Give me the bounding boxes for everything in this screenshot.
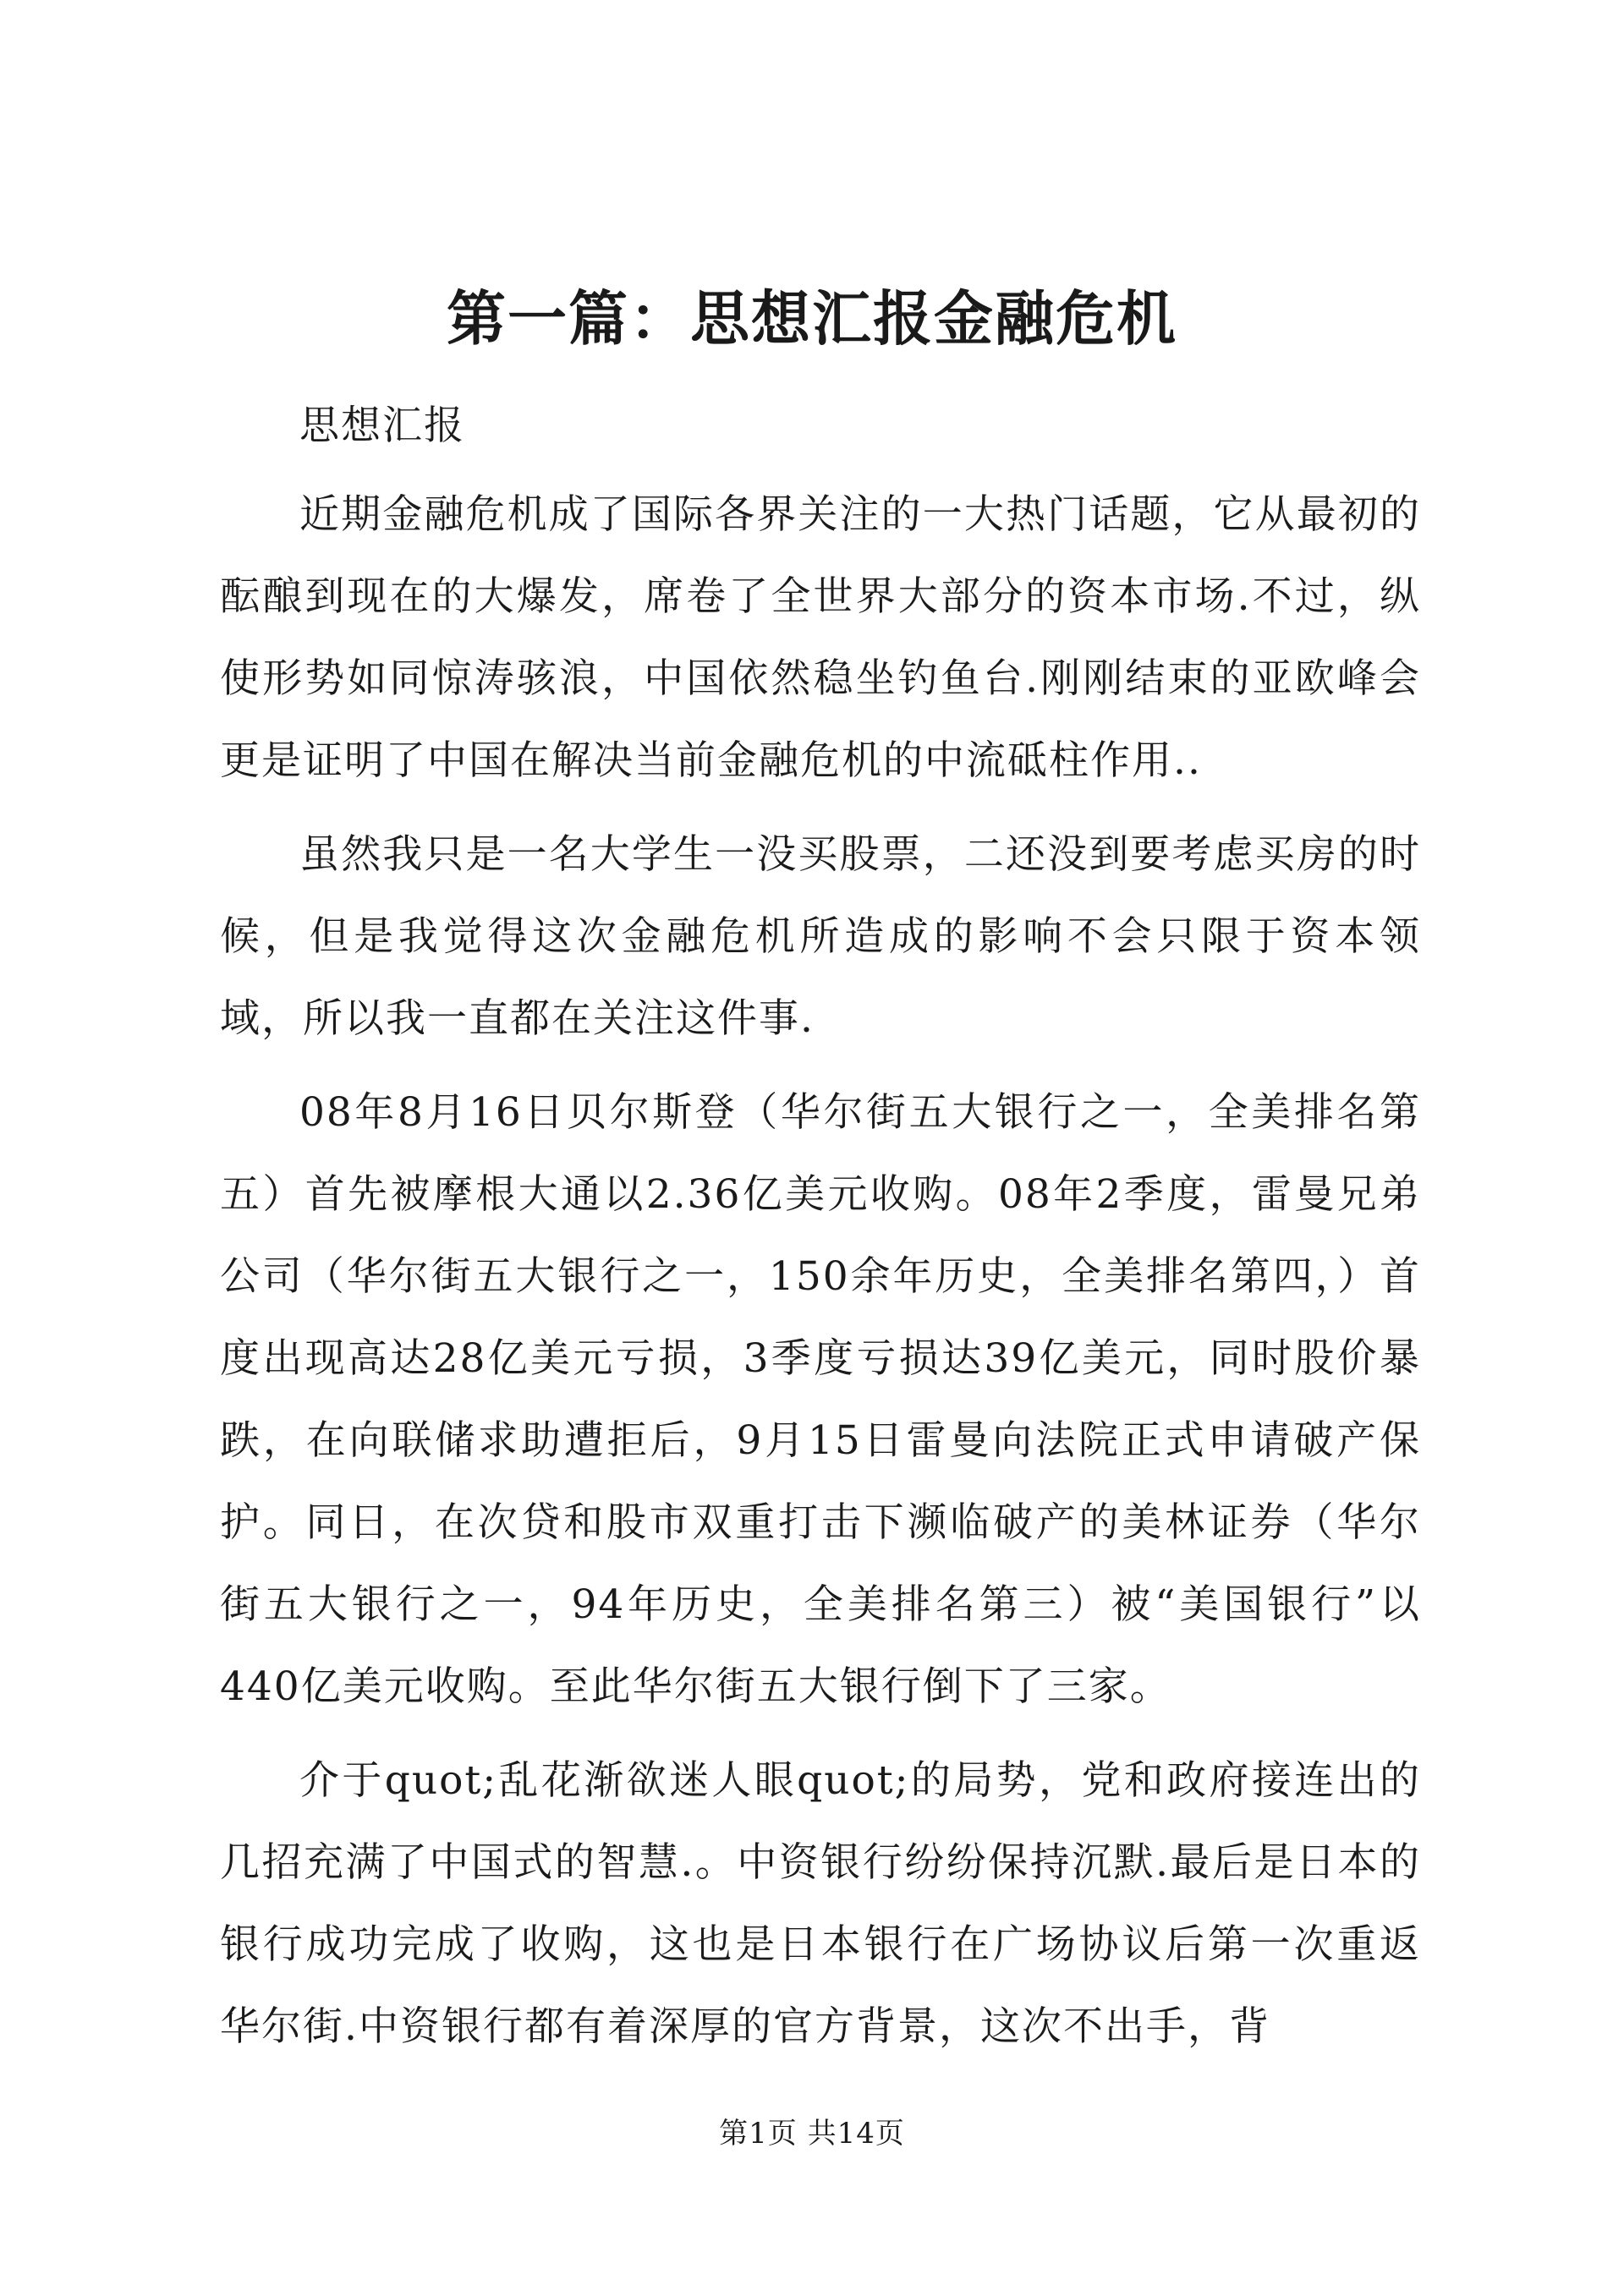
page-number-footer: 第1页 共14页	[719, 2117, 905, 2151]
paragraph-1: 近期金融危机成了国际各界关注的一大热门话题，它从最初的酝酿到现在的大爆发，席卷了全世界大部分的资本市场.不过，纵使形势如同惊涛骇浪，中国依然稳坐钓鱼台.刚刚结束的亚欧峰会更是证明了中国在解决当前金融危机的中流砥柱作用..	[220, 491, 1421, 784]
document-title: 第一篇：思想汇报金融危机	[447, 283, 1177, 353]
paragraph-4: 介于quot;乱花渐欲迷人眼quot;的局势，党和政府接连出的几招充满了中国式的智慧.。中资银行纷纷保持沉默.最后是日本的银行成功完成了收购，这也是日本银行在广场协议后第一次重返华尔街.中资银行都有着深厚的官方背景，这次不出手，背	[220, 1757, 1421, 2050]
document-body	[220, 385, 1421, 2080]
paragraph-3: 08年8月16日贝尔斯登（华尔街五大银行之一，全美排名第五）首先被摩根大通以2.36亿美元收购。08年2季度，雷曼兄弟公司（华尔街五大银行之一，150余年历史，全美排名第四，）首度出现高达28亿美元亏损，3季度亏损达39亿美元，同时股价暴跌，在向联储求助遭拒后，9月15日雷曼向法院正式申请破产保护。同日，在次贷和股市双重打击下濒临破产的美林证券（华尔街五大银行之一，94年历史，全美排名第三）被“美国银行”以440亿美元收购。至此华尔街五大银行倒下了三家。	[220, 1089, 1421, 1710]
section-heading: 思想汇报	[299, 403, 465, 449]
paragraph-2: 虽然我只是一名大学生一没买股票，二还没到要考虑买房的时候，但是我觉得这次金融危机所造成的影响不会只限于资本领域，所以我一直都在关注这件事.	[220, 831, 1421, 1042]
